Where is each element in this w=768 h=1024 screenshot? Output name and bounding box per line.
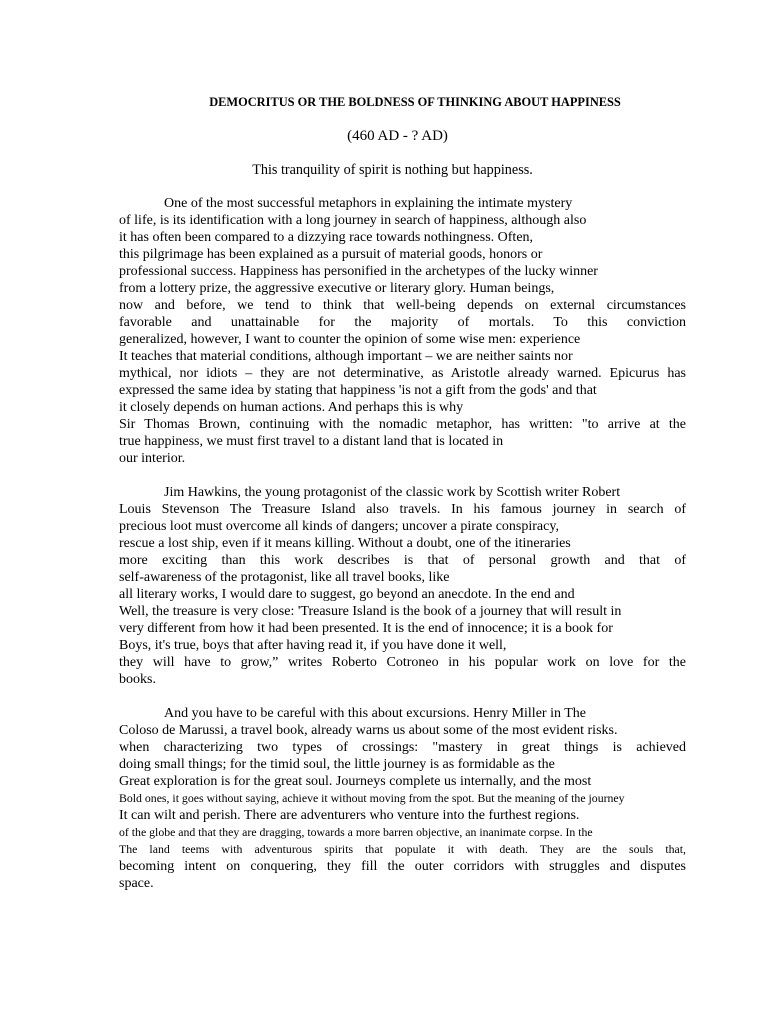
text-line: One of the most successful metaphors in explaining the intimate mystery bbox=[164, 196, 573, 211]
text-line: when characterizing two types of crossings: "mastery in great things is achieved bbox=[119, 740, 686, 755]
text-line: of life, is its identification with a long journey in search of happiness, although also bbox=[119, 213, 587, 228]
text-line: books. bbox=[119, 672, 156, 687]
text-line: Boys, it's true, boys that after having read it, if you have done it well, bbox=[119, 638, 507, 653]
text-line: they will have to grow,” writes Roberto Cotroneo in his popular work on love for the bbox=[119, 655, 686, 670]
paragraph-2 bbox=[119, 484, 686, 688]
text-line: self-awareness of the protagonist, like all travel books, like bbox=[119, 570, 450, 585]
text-line: rescue a lost ship, even if it means killing. Without a doubt, one of the itineraries bbox=[119, 536, 571, 551]
text-line: precious loot must overcome all kinds of dangers; uncover a pirate conspiracy, bbox=[119, 519, 559, 534]
text-line: Louis Stevenson The Treasure Island also travels. In his famous journey in search of bbox=[119, 502, 686, 517]
document-body bbox=[119, 195, 686, 909]
text-line: true happiness, we must first travel to a distant land that is located in bbox=[119, 434, 504, 449]
text-line: space. bbox=[119, 876, 154, 891]
text-line: Well, the treasure is very close: 'Treasure Island is the book of a journey that will result in bbox=[119, 604, 622, 619]
text-line: And you have to be careful with this about excursions. Henry Miller in The bbox=[164, 706, 586, 721]
text-line: It teaches that material conditions, although important – we are neither saints nor bbox=[119, 349, 573, 364]
text-line: from a lottery prize, the aggressive executive or literary glory. Human beings, bbox=[119, 281, 555, 296]
paragraph-1 bbox=[119, 195, 686, 467]
text-line: Coloso de Marussi, a travel book, already warns us about some of the most evident risks. bbox=[119, 723, 618, 738]
text-line: mythical, nor idiots – they are not determinative, as Aristotle already warned. Epicurus has bbox=[119, 366, 686, 381]
text-line: of the globe and that they are dragging, towards a more barren objective, an inanimate corpse. In the bbox=[119, 825, 593, 839]
text-line: favorable and unattainable for the majority of mortals. To this conviction bbox=[119, 315, 686, 330]
paragraph-3 bbox=[119, 705, 686, 892]
text-line: it closely depends on human actions. And perhaps this is why bbox=[119, 400, 464, 415]
text-line: Jim Hawkins, the young protagonist of the classic work by Scottish writer Robert bbox=[164, 485, 621, 500]
text-line: becoming intent on conquering, they fill the outer corridors with struggles and disputes bbox=[119, 859, 686, 874]
text-line: It can wilt and perish. There are adventurers who venture into the furthest regions. bbox=[119, 808, 580, 823]
text-line: all literary works, I would dare to suggest, go beyond an anecdote. In the end and bbox=[119, 587, 575, 602]
text-line: very different from how it had been presented. It is the end of innocence; it is a book for bbox=[119, 621, 613, 636]
text-line: more exciting than this work describes is that of personal growth and that of bbox=[119, 553, 686, 568]
text-line: Great exploration is for the great soul. Journeys complete us internally, and the most bbox=[119, 774, 592, 789]
text-line: this pilgrimage has been explained as a pursuit of material goods, honors or bbox=[119, 247, 543, 262]
document-dates: (460 AD - ? AD) bbox=[347, 128, 448, 144]
document-epigraph: This tranquility of spirit is nothing but happiness. bbox=[252, 162, 533, 178]
text-line: The land teems with adventurous spirits that populate it with death. They are the souls that, bbox=[119, 842, 686, 856]
text-line: Bold ones, it goes without saying, achieve it without moving from the spot. But the meaning of the journey bbox=[119, 791, 625, 805]
text-line: it has often been compared to a dizzying race towards nothingness. Often, bbox=[119, 230, 534, 245]
text-line: doing small things; for the timid soul, the little journey is as formidable as the bbox=[119, 757, 555, 772]
text-line: our interior. bbox=[119, 451, 186, 466]
document-title: DEMOCRITUS OR THE BOLDNESS OF THINKING ABOUT HAPPINESS bbox=[209, 95, 621, 109]
text-line: now and before, we tend to think that well-being depends on external circumstances bbox=[119, 298, 686, 313]
text-line: generalized, however, I want to counter the opinion of some wise men: experience bbox=[119, 332, 581, 347]
text-line: Sir Thomas Brown, continuing with the nomadic metaphor, has written: "to arrive at the bbox=[119, 417, 686, 432]
text-line: professional success. Happiness has personified in the archetypes of the lucky winner bbox=[119, 264, 598, 279]
text-line: expressed the same idea by stating that happiness 'is not a gift from the gods' and that bbox=[119, 383, 597, 398]
